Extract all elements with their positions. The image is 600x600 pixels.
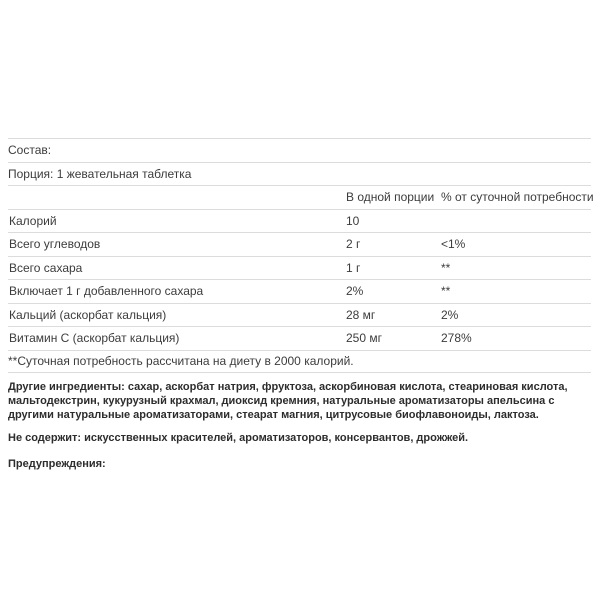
table-row-vitamin-c [8, 326, 591, 350]
nutrient-label: Кальций (аскорбат кальция) [9, 307, 167, 322]
nutrient-dv: 2% [441, 307, 459, 322]
table-row-calories [8, 209, 591, 233]
nutrient-dv: 278% [441, 331, 472, 346]
table-row-calcium [8, 303, 591, 327]
table-header-row [8, 185, 594, 209]
table-row-total-carbs [8, 232, 591, 256]
supplement-facts-section [8, 138, 594, 471]
serving-size-row [8, 162, 591, 186]
nutrient-amount: 2 г [346, 237, 361, 252]
section-title-row [8, 138, 591, 162]
nutrient-label: Включает 1 г добавленного сахара [9, 284, 204, 299]
section-title: Состав: [8, 143, 52, 158]
column-header-daily-value: % от суточной потребности [441, 190, 594, 205]
serving-size-label: Порция: 1 жевательная таблетка [8, 166, 192, 181]
other-ingredients-text: Другие ингредиенты: сахар, аскорбат натрия, фруктоза, аскорбиновая кислота, стеариновая кислота, мальтодекстрин, кукурузный крахмал, диоксид кремния, натуральные ароматизаторы апельсина с другими натуральные ароматизаторами, стеарат магния, цитрусовые биофлавоноиды, лактоза. [8, 381, 568, 421]
nutrient-dv: ** [441, 284, 451, 299]
nutrient-amount: 10 [346, 213, 360, 228]
nutrient-label: Всего углеводов [9, 237, 101, 252]
nutrient-amount: 28 мг [346, 307, 376, 322]
details-paragraphs [8, 380, 591, 471]
nutrient-amount: 250 мг [346, 331, 382, 346]
daily-value-footnote: **Суточная потребность рассчитана на диету в 2000 калорий. [8, 354, 354, 369]
table-row-total-sugars [8, 256, 591, 280]
nutrient-label: Всего сахара [9, 260, 83, 275]
column-header-amount: В одной порции [346, 190, 435, 205]
table-row-added-sugars [8, 279, 591, 303]
footnote-row [8, 350, 591, 374]
nutrient-amount: 1 г [346, 260, 361, 275]
nutrient-dv: ** [441, 260, 451, 275]
nutrient-label: Витамин C (аскорбат кальция) [9, 331, 180, 346]
nutrient-label: Калорий [9, 213, 57, 228]
warnings-heading: Предупреждения: [8, 458, 106, 470]
nutrient-dv: <1% [441, 237, 466, 252]
nutrient-amount: 2% [346, 284, 364, 299]
free-of-text: Не содержит: искусственных красителей, ароматизаторов, консервантов, дрожжей. [8, 432, 469, 444]
